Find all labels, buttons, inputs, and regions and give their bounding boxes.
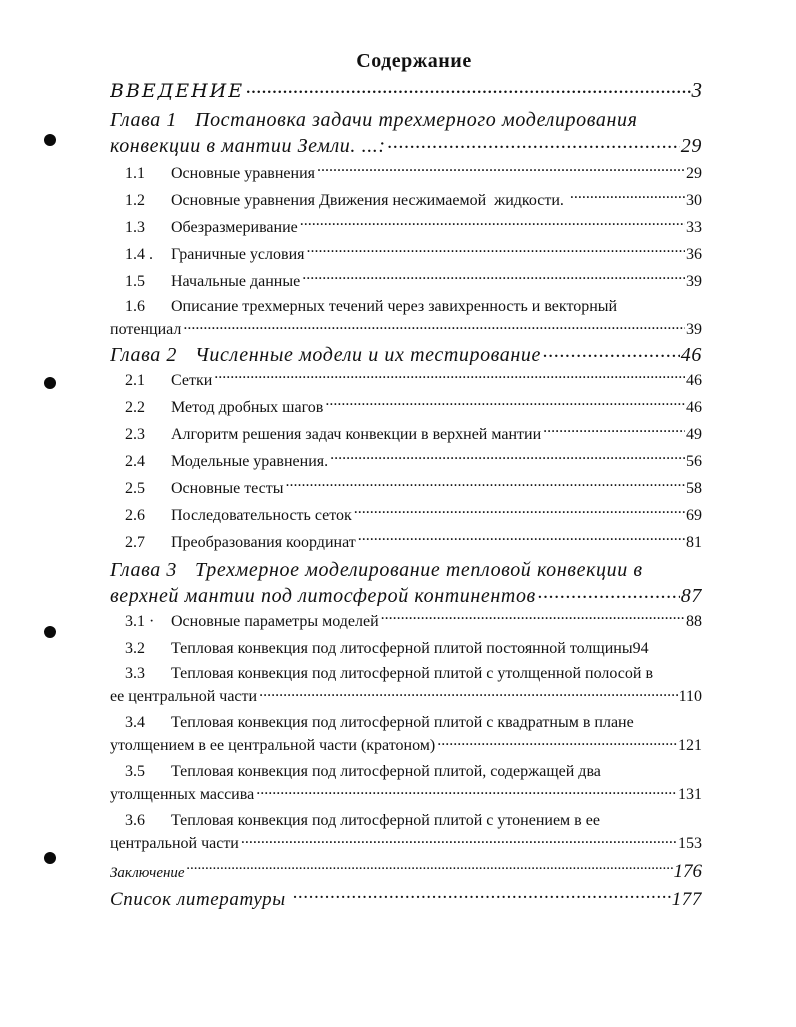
toc-page-number: 87 — [680, 585, 702, 606]
toc-section-1-5[interactable] — [110, 268, 702, 295]
toc-page-number: 29 — [680, 135, 702, 156]
section-title: Модельные уравнения. — [171, 453, 329, 470]
chapter-heading-line1 — [110, 108, 702, 132]
dot-leader — [305, 243, 686, 259]
toc-chapter-1[interactable] — [110, 108, 702, 156]
dot-leader — [298, 216, 685, 232]
toc-page-number: 39 — [686, 321, 702, 338]
toc-chapter-3[interactable] — [110, 558, 702, 606]
toc-section-3-4[interactable] — [110, 711, 702, 756]
chapter-title: Трехмерное моделирование тепловой конвекции в — [195, 559, 643, 581]
dot-leader — [244, 76, 690, 97]
section-title-cont: ее центральной части — [110, 688, 258, 705]
toc-section-2-5[interactable] — [110, 475, 702, 502]
table-of-contents — [110, 76, 702, 914]
section-number: 1.2 — [125, 192, 145, 209]
toc-page-number: 88 — [686, 613, 702, 630]
section-number: 1.5 — [125, 273, 145, 290]
toc-page-number: 30 — [686, 192, 702, 209]
dot-leader — [185, 862, 673, 877]
toc-page-number: 3 — [691, 78, 702, 102]
toc-page-number: 94 — [632, 640, 649, 657]
dot-leader — [239, 832, 677, 848]
section-number: 1.1 — [125, 165, 145, 182]
toc-entry-label: ВВЕДЕНИЕ — [110, 80, 245, 102]
punch-hole-mark — [44, 852, 56, 864]
section-number: 2.2 — [125, 399, 145, 416]
dot-leader — [541, 341, 680, 361]
toc-page-number: 29 — [686, 165, 702, 182]
dot-leader — [328, 450, 685, 466]
toc-page-number: 69 — [686, 507, 702, 524]
toc-section-1-2[interactable] — [110, 187, 702, 214]
section-title-cont: центральной части — [110, 835, 239, 852]
toc-entry-intro[interactable] — [110, 76, 702, 104]
punch-hole-mark — [44, 626, 56, 638]
toc-section-2-4[interactable] — [110, 448, 702, 475]
section-title: Начальные данные — [171, 273, 301, 290]
chapter-label: Глава 2 — [110, 344, 178, 365]
chapter-label: Глава 3 — [110, 559, 178, 581]
dot-leader — [284, 477, 685, 493]
chapter-heading-line1 — [110, 558, 702, 582]
punch-hole-mark — [44, 134, 56, 146]
section-title: Граничные условия — [171, 246, 305, 263]
section-title-cont: утолщенных массива — [110, 786, 255, 803]
toc-page-number: 121 — [678, 737, 702, 754]
toc-page-number: 176 — [673, 861, 702, 882]
page-title: Содержание — [356, 50, 472, 72]
section-title-cont: потенциал — [110, 321, 182, 338]
toc-section-2-7[interactable] — [110, 529, 702, 556]
toc-page-number: 81 — [686, 534, 702, 551]
dot-leader — [257, 685, 678, 701]
toc-section-2-1[interactable] — [110, 367, 702, 394]
dot-leader — [356, 531, 685, 547]
toc-page-number: 56 — [686, 453, 702, 470]
dot-leader — [291, 886, 671, 905]
section-number: 1.3 — [125, 219, 145, 236]
section-title: Сетки — [171, 372, 213, 389]
dot-leader — [541, 423, 685, 439]
toc-section-1-6[interactable] — [110, 295, 702, 340]
section-title: Преобразования координат — [171, 534, 356, 551]
toc-section-3-6[interactable] — [110, 809, 702, 854]
toc-page-number: 46 — [686, 399, 702, 416]
toc-entry-references[interactable] — [110, 886, 702, 914]
toc-section-2-2[interactable] — [110, 394, 702, 421]
dot-leader — [181, 318, 685, 334]
chapter-title-cont: верхней мантии под литосферой континентов — [110, 585, 536, 606]
toc-section-3-2[interactable] — [110, 635, 702, 662]
section-number: 1.6 — [125, 298, 145, 315]
toc-chapter-2[interactable] — [110, 341, 702, 365]
section-title: Основные параметры моделей — [171, 613, 379, 630]
dot-leader — [352, 504, 685, 520]
section-number: 3.5 — [125, 763, 145, 780]
section-number: 2.3 — [125, 426, 145, 443]
toc-page-number: 36 — [686, 246, 702, 263]
toc-page-number: 46 — [686, 372, 702, 389]
section-title: Обезразмеривание — [171, 219, 298, 236]
section-number: 2.1 — [125, 372, 145, 389]
dot-leader — [323, 396, 685, 412]
dot-leader — [435, 734, 677, 750]
section-number: 2.4 — [125, 453, 145, 470]
section-number: 3.1 · — [125, 613, 155, 630]
section-title: Алгоритм решения задач конвекции в верхней мантии — [171, 426, 542, 443]
dot-leader — [568, 189, 685, 205]
chapter-label: Глава 1 — [110, 109, 178, 131]
section-title-cont: утолщением в ее центральной части (кратоном) — [110, 737, 436, 754]
section-number: 2.6 — [125, 507, 145, 524]
chapter-1-sections — [110, 160, 702, 340]
toc-section-1-4[interactable] — [110, 241, 702, 268]
section-title: Тепловая конвекция под литосферной плитой с утолщенной полосой в — [171, 665, 653, 682]
section-title: Основные тесты — [171, 480, 284, 497]
toc-section-1-1[interactable] — [110, 160, 702, 187]
section-number: 3.3 — [125, 665, 145, 682]
section-title: Тепловая конвекция под литосферной плитой с квадратным в плане — [171, 714, 634, 731]
toc-page-number: 153 — [678, 835, 702, 852]
dot-leader — [315, 162, 685, 178]
dot-leader — [386, 132, 680, 152]
section-title: Тепловая конвекция под литосферной плитой постоянной толщины — [171, 640, 633, 657]
chapter-2-sections — [110, 367, 702, 556]
toc-page-number: 46 — [680, 344, 702, 365]
toc-section-3-3[interactable] — [110, 662, 702, 707]
toc-entry-label: Список литературы — [110, 889, 292, 910]
section-number: 3.6 — [125, 812, 145, 829]
chapter-title: Численные модели и их тестирование — [195, 344, 542, 365]
section-title: Последовательность сеток — [171, 507, 352, 524]
toc-section-2-3[interactable] — [110, 421, 702, 448]
dot-leader — [300, 270, 685, 286]
chapter-title-cont: конвекции в мантии Земли. ...: — [110, 135, 386, 156]
section-number: 2.7 — [125, 534, 145, 551]
section-title: Основные уравнения — [171, 165, 315, 182]
toc-page-number: 131 — [678, 786, 702, 803]
section-title: Основные уравнения Движения несжимаемой жидкости. — [171, 192, 568, 209]
toc-section-3-1[interactable] — [110, 608, 702, 635]
toc-page-number: 49 — [686, 426, 702, 443]
section-title: Тепловая конвекция под литосферной плитой с утонением в ее — [171, 812, 600, 829]
toc-page-number: 39 — [686, 273, 702, 290]
section-title: Описание трехмерных течений через завихренность и векторный — [171, 298, 618, 315]
toc-entry-label: Заключение — [110, 865, 185, 881]
toc-page-number: 58 — [686, 480, 702, 497]
dot-leader — [254, 783, 677, 799]
section-number: 1.4 . — [125, 246, 153, 263]
dot-leader — [212, 369, 685, 385]
toc-section-2-6[interactable] — [110, 502, 702, 529]
toc-section-1-3[interactable] — [110, 214, 702, 241]
dot-leader — [379, 610, 685, 626]
section-number: 2.5 — [125, 480, 145, 497]
section-title: Тепловая конвекция под литосферной плитой, содержащей два — [171, 763, 601, 780]
dot-leader — [536, 582, 680, 602]
section-number: 3.4 — [125, 714, 145, 731]
toc-page-number: 33 — [686, 219, 702, 236]
toc-section-3-5[interactable] — [110, 760, 702, 805]
punch-hole-mark — [44, 377, 56, 389]
section-title: Метод дробных шагов — [171, 399, 324, 416]
toc-page-number: 110 — [678, 688, 702, 705]
toc-page-number: 177 — [671, 889, 702, 910]
section-number: 3.2 — [125, 640, 145, 657]
chapter-3-sections — [110, 608, 702, 854]
toc-entry-conclusion[interactable] — [110, 858, 702, 886]
chapter-title: Постановка задачи трехмерного моделирования — [195, 109, 638, 131]
